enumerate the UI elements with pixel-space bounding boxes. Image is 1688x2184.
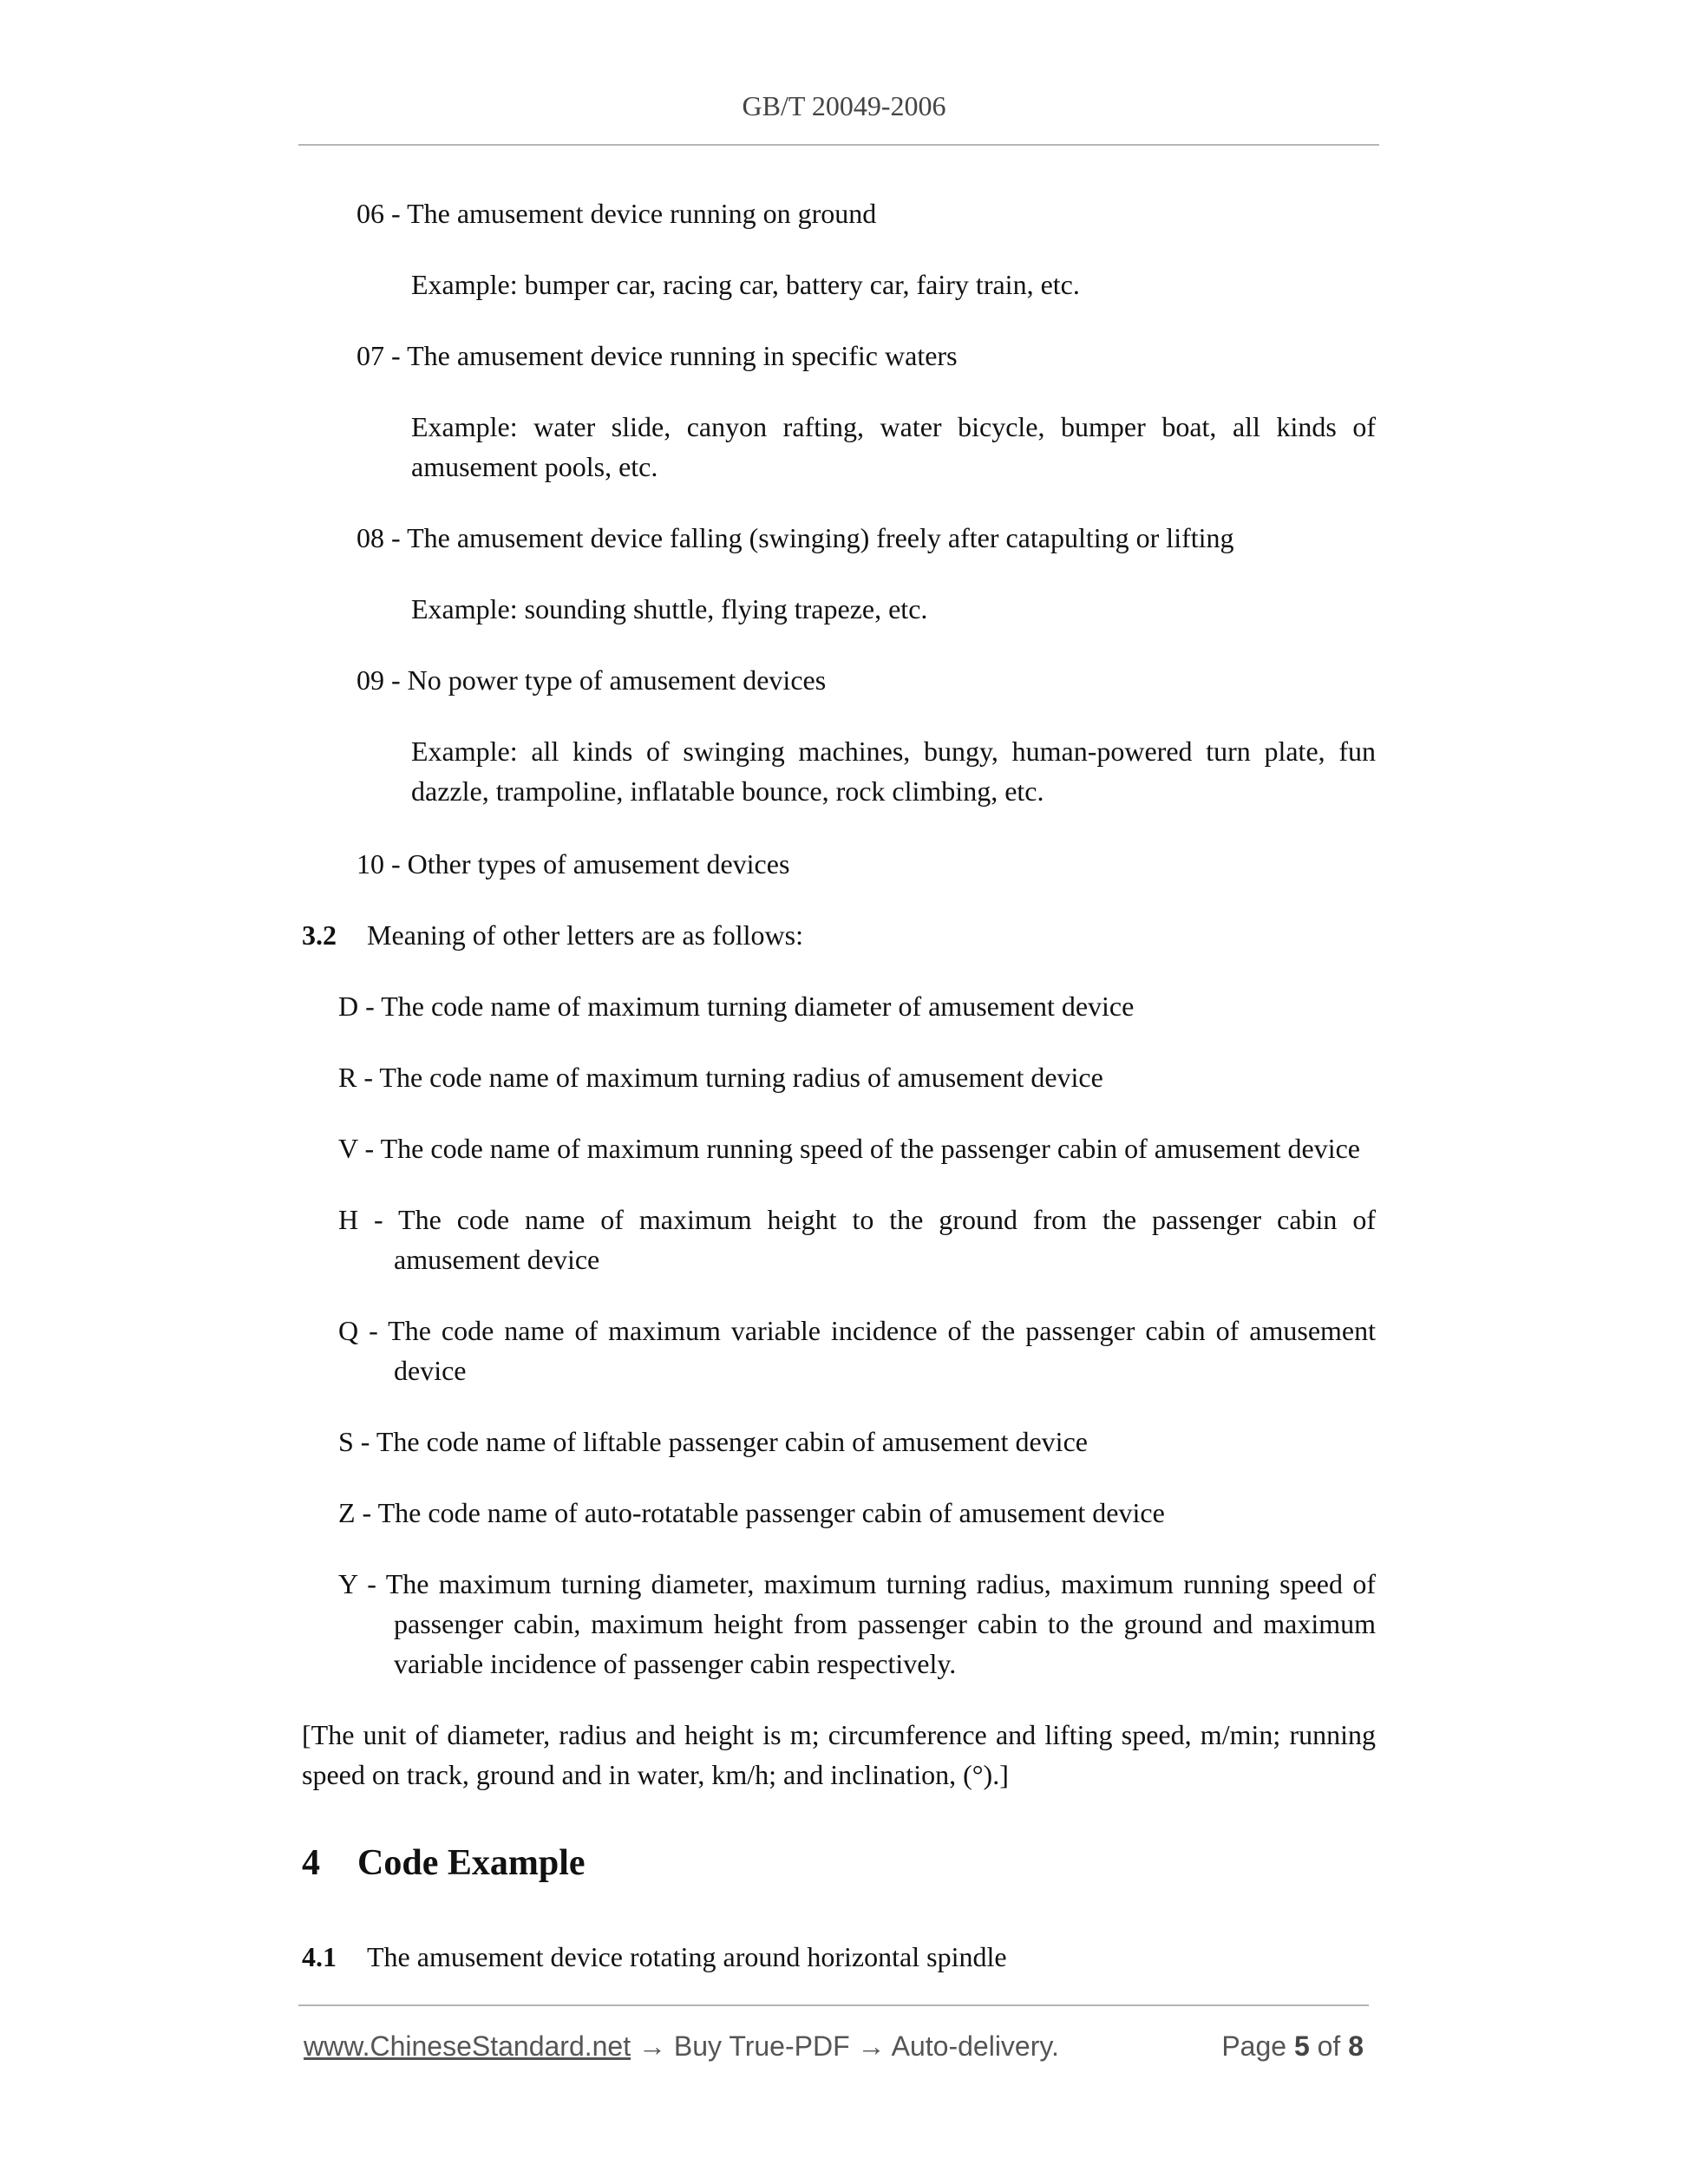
type-07: 07 - The amusement device running in specific waters <box>357 340 958 371</box>
type-09: 09 - No power type of amusement devices <box>357 664 827 696</box>
letter-s: S - The code name of liftable passenger cabin of amusement device <box>338 1426 1088 1457</box>
footer-divider <box>298 2004 1369 2006</box>
total-pages: 8 <box>1348 2030 1364 2062</box>
section-number: 3.2 <box>302 919 337 951</box>
document-header: GB/T 20049-2006 <box>742 90 946 121</box>
type-10: 10 - Other types of amusement devices <box>357 848 790 879</box>
type-08: 08 - The amusement device falling (swinging) freely after catapulting or lifting <box>357 522 1234 553</box>
unit-note: [The unit of diameter, radius and height is m; circumference and lifting speed, m/min; running speed on track, ground and in water, km/h; and inclination, (°).] <box>302 1719 1376 1790</box>
letter-d: D - The code name of maximum turning diameter of amusement device <box>338 991 1135 1022</box>
letter-r: R - The code name of maximum turning radius of amusement device <box>338 1062 1103 1093</box>
chinesestandard-link[interactable]: www.ChineseStandard.net <box>304 2030 631 2062</box>
type-09-example: Example: all kinds of swinging machines, bungy, human-powered turn plate, fun dazzle, trampoline, inflatable bounce, rock climbing, etc. <box>411 736 1376 807</box>
footer-promo <box>304 2026 1059 2066</box>
letter-h: H - The code name of maximum height to the ground from the passenger cabin of amusement device <box>338 1204 1376 1275</box>
header-divider <box>298 144 1379 146</box>
section-number: 4.1 <box>302 1941 337 1972</box>
type-08-example: Example: sounding shuttle, flying trapeze, etc. <box>411 593 928 624</box>
section-3-2-heading <box>302 915 803 955</box>
section-title: Code Example <box>357 1843 586 1883</box>
section-number: 4 <box>302 1843 320 1883</box>
of-label: of <box>1317 2030 1341 2062</box>
type-06: 06 - The amusement device running on ground <box>357 198 877 229</box>
type-07-example: Example: water slide, canyon rafting, water bicycle, bumper boat, all kinds of amusement pools, etc. <box>411 411 1376 482</box>
footer-tagline: → Buy True-PDF → Auto-delivery. <box>631 2030 1059 2062</box>
section-title: Meaning of other letters are as follows: <box>367 919 803 951</box>
letter-y: Y - The maximum turning diameter, maximum turning radius, maximum running speed of passenger cabin, maximum height from passenger cabin to the ground and maximum variable incidence of passenger cabin respectively. <box>338 1568 1376 1679</box>
section-4-1-heading <box>302 1937 1007 1977</box>
section-title: The amusement device rotating around horizontal spindle <box>367 1941 1007 1972</box>
page-indicator <box>1221 2026 1364 2066</box>
letter-v: V - The code name of maximum running speed of the passenger cabin of amusement device <box>338 1133 1360 1164</box>
type-06-example: Example: bumper car, racing car, battery car, fairy train, etc. <box>411 269 1080 300</box>
section-4-heading <box>302 1839 586 1887</box>
current-page: 5 <box>1293 2030 1310 2062</box>
page-label: Page <box>1221 2030 1287 2062</box>
letter-q: Q - The code name of maximum variable incidence of the passenger cabin of amusement device <box>338 1315 1376 1386</box>
letter-z: Z - The code name of auto-rotatable passenger cabin of amusement device <box>338 1497 1165 1528</box>
